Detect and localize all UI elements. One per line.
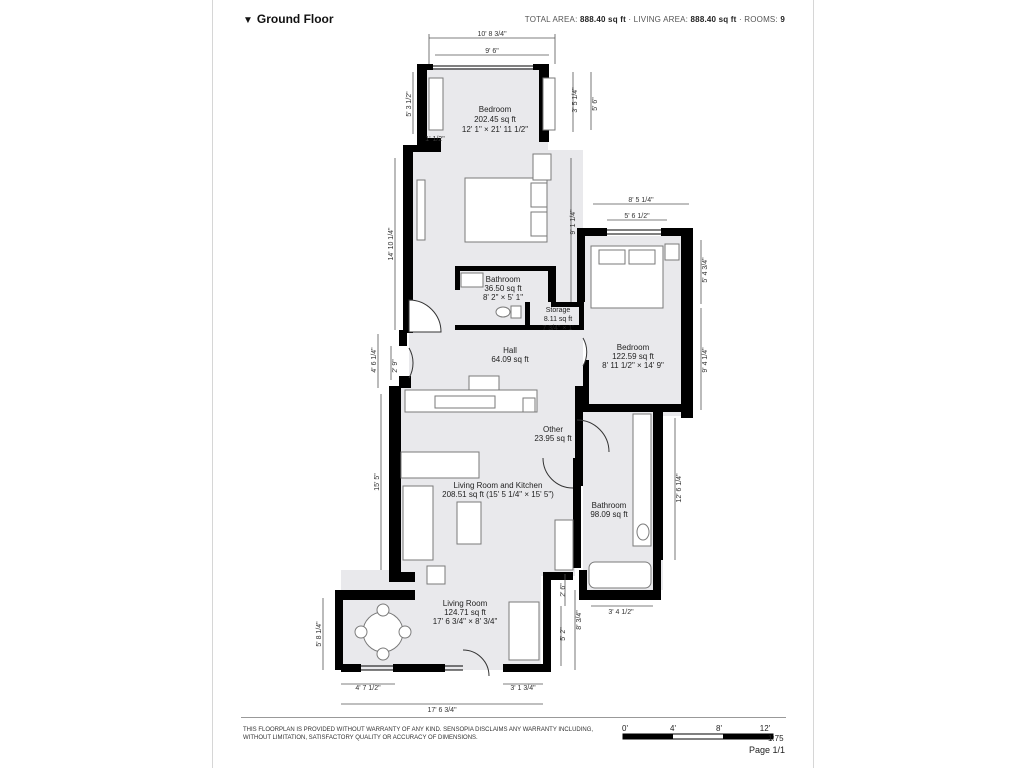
dim-bottom-left-inner: 4' 7 1/2": [355, 685, 381, 692]
dim-left-bedroom: 14' 10 1/4": [388, 227, 395, 261]
dim-right-bedroom-mid: 9' 1 1/4": [570, 209, 577, 235]
room-dims-living-room: 17' 6 3/4" × 8' 3/4": [432, 617, 498, 626]
room-area-living-room: 124.71 sq ft: [444, 608, 486, 617]
dim-top-inner: 9' 6": [485, 48, 499, 55]
area-summary: TOTAL AREA: 888.40 sq ft · LIVING AREA: 888.40 sq ft · ROOMS: 9: [524, 15, 785, 24]
page-number: Page 1/1: [749, 745, 786, 755]
disclaimer-text: THIS FLOORPLAN IS PROVIDED WITHOUT WARRANTY OF ANY KIND. SENSOPIA DISCLAIMS ANY WARRANTY INCLUDING, WITHOUT LIMITATION, SATISFACTORY QUALITY OR ACCURACY OF DIMENSIONS.: [243, 727, 594, 741]
dim-left-living: 15' 5": [374, 473, 381, 491]
scale-tick-0: 0': [622, 724, 628, 733]
floorplan-drawing: [213, 0, 813, 768]
dim-left-livingroom: 5' 8 1/4": [316, 621, 323, 647]
scale-bar: [622, 724, 773, 739]
dim-bottom-outer: 17' 6 3/4": [427, 707, 457, 714]
room-name-bedroom2: Bedroom: [616, 343, 650, 352]
left-gutter: [0, 0, 212, 768]
room-name-living-kitchen: Living Room and Kitchen: [453, 481, 543, 490]
dim-right-top-small: 3' 5 1/4": [572, 87, 579, 113]
room-dims-bedroom2: 8' 11 1/2" × 14' 9": [602, 361, 664, 370]
scale-bar-segment-1: [623, 734, 673, 739]
dim-bottom-right-inner: 3' 1 3/4": [510, 685, 536, 692]
dim-bedroom2-top-outer: 8' 5 1/4": [628, 197, 654, 204]
room-area-bathroom2: 98.09 sq ft: [590, 510, 628, 519]
floorplan-sheet: [212, 0, 814, 768]
room-name-living-room: Living Room: [442, 599, 488, 608]
dim-bedroom2-top-inner: 5' 6 1/2": [624, 213, 650, 220]
room-name-storage: Storage: [545, 307, 571, 314]
dim-left-tiny: 1' 1/2": [425, 136, 445, 143]
dim-small-vertical-1: 2' 6": [560, 583, 567, 597]
room-dims-storage: 7 3/4" × 1': [542, 325, 574, 332]
room-area-storage: 8.11 sq ft: [543, 316, 573, 323]
scale-tick-8: 8': [716, 724, 722, 733]
dim-bedroom2-right-bottom: 9' 4 1/4": [702, 347, 709, 373]
dim-right-top-outer: 5' 6": [592, 97, 599, 111]
dim-right-bathroom: 12' 6 1/4": [676, 473, 683, 503]
right-gutter: [812, 0, 1024, 768]
dim-bedroom2-right-top: 5' 4 3/4": [702, 257, 709, 283]
scale-ratio: 1:75: [768, 734, 784, 743]
dim-left-hall-outer: 4' 6 1/4": [371, 347, 378, 373]
room-area-bedroom2: 122.59 sq ft: [612, 352, 654, 361]
room-area-other: 23.95 sq ft: [534, 434, 572, 443]
room-name-bedroom1: Bedroom: [478, 105, 512, 114]
room-area-hall: 64.09 sq ft: [491, 355, 529, 364]
footer-divider: [241, 717, 786, 718]
dim-bathroom2-bottom: 3' 4 1/2": [608, 609, 634, 616]
room-area-bathroom1: 36.50 sq ft: [484, 284, 522, 293]
room-name-bathroom2: Bathroom: [591, 501, 627, 510]
room-name-hall: Hall: [503, 346, 517, 355]
total-area-label: TOTAL AREA:: [524, 15, 578, 24]
total-area-value: 888.40 sq ft: [579, 15, 626, 24]
dim-left-hall-inner: 2' 9": [392, 359, 399, 373]
room-dims-bathroom1: 8' 2" × 5' 1": [482, 293, 524, 302]
dim-left-top-small: 5' 3 1/2": [406, 91, 413, 117]
scale-tick-4: 4': [670, 724, 676, 733]
collapse-triangle-icon[interactable]: ▼: [243, 15, 253, 26]
room-name-other: Other: [542, 425, 564, 434]
rooms-label: ROOMS:: [744, 15, 778, 24]
room-name-bathroom1: Bathroom: [485, 275, 521, 284]
dim-top-outer: 10' 8 3/4": [477, 31, 507, 38]
room-area-bedroom1: 202.45 sq ft: [474, 115, 516, 124]
room-area-living-kitchen: 208.51 sq ft (15' 5 1/4" × 15' 5"): [442, 490, 554, 499]
scale-bar-segment-3: [723, 734, 773, 739]
scale-tick-12: 12': [759, 724, 771, 733]
wardrobe-bedroom1: [429, 78, 443, 130]
rooms-value: 9: [780, 15, 785, 24]
living-area-value: 888.40 sq ft: [690, 15, 737, 24]
room-dims-bedroom1: 12' 1" × 21' 11 1/2": [461, 125, 529, 134]
floor-title-text: Ground Floor: [256, 12, 334, 26]
dim-small-vertical-3: 8' 3/4": [576, 610, 583, 630]
living-area-label: LIVING AREA:: [633, 15, 689, 24]
dim-small-vertical-2: 5' 2": [560, 627, 567, 641]
